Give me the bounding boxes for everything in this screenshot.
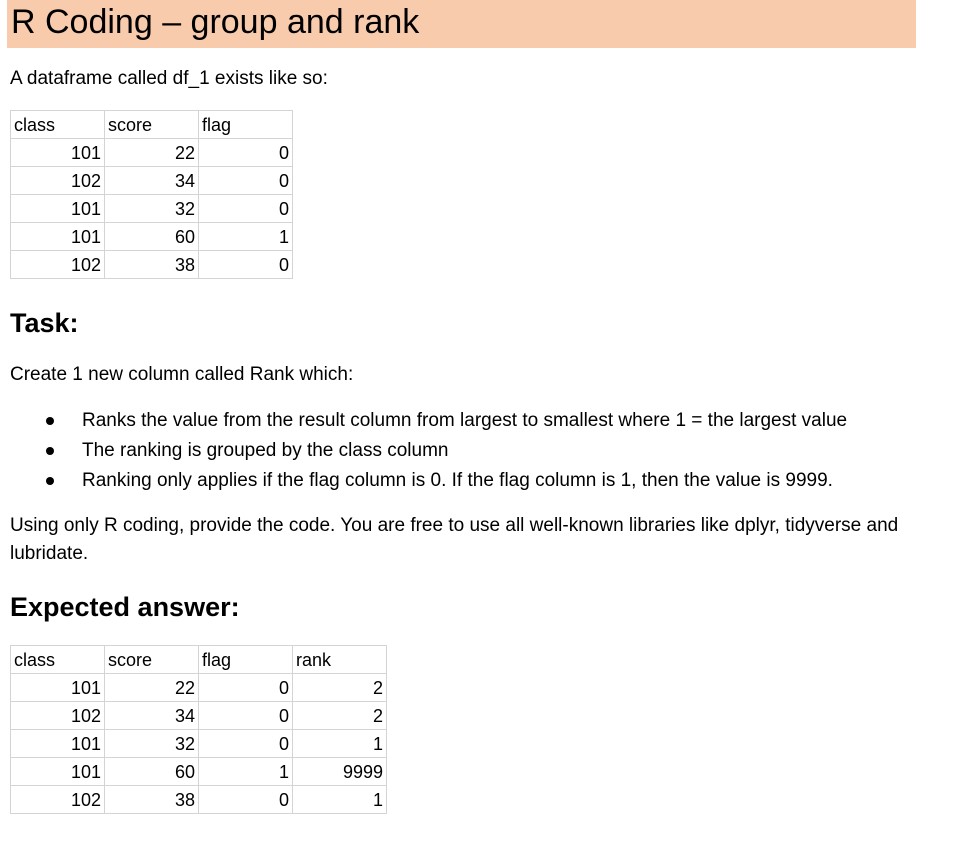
table-cell: 1 [199, 758, 293, 786]
table-cell: 9999 [293, 758, 387, 786]
table-cell: 22 [105, 674, 199, 702]
table-cell: 34 [105, 167, 199, 195]
list-item [10, 467, 847, 497]
header-cell: class [11, 646, 105, 674]
table-header-row [11, 646, 387, 674]
table-cell: 101 [11, 139, 105, 167]
intro-text: A dataframe called df_1 exists like so: [10, 68, 328, 89]
table-cell: 101 [11, 195, 105, 223]
table-cell: 0 [199, 730, 293, 758]
task-intro: Create 1 new column called Rank which: [10, 364, 354, 385]
table-row [11, 786, 387, 814]
table-cell: 2 [293, 674, 387, 702]
table-row [11, 730, 387, 758]
table-cell: 38 [105, 251, 199, 279]
list-item-text: Ranking only applies if the flag column is 0. If the flag column is 1, then the value is 9999. [82, 470, 833, 491]
table-cell: 1 [293, 786, 387, 814]
list-item-text: The ranking is grouped by the class column [82, 440, 449, 461]
table-cell: 1 [199, 223, 293, 251]
table-cell: 1 [293, 730, 387, 758]
answer-table [10, 645, 387, 814]
table-cell: 0 [199, 786, 293, 814]
table-row [11, 674, 387, 702]
bullet-icon [46, 447, 54, 455]
table-cell: 38 [105, 786, 199, 814]
table-cell: 32 [105, 195, 199, 223]
list-item-text: Ranks the value from the result column from largest to smallest where 1 = the largest value [82, 410, 848, 431]
bullet-icon [46, 477, 54, 485]
table-cell: 101 [11, 674, 105, 702]
header-cell: flag [199, 646, 293, 674]
header-cell: score [105, 646, 199, 674]
header-cell: rank [293, 646, 387, 674]
table-header-row [11, 111, 293, 139]
task-heading: Task: [10, 308, 79, 338]
list-item [10, 437, 847, 467]
list-item [10, 407, 847, 437]
table-row [11, 139, 293, 167]
bullet-icon [46, 417, 54, 425]
header-cell: flag [199, 111, 293, 139]
table-cell: 0 [199, 251, 293, 279]
instructions-text: Using only R coding, provide the code. You are free to use all well-known libraries like dplyr, tidyverse and lubridate. [10, 515, 899, 564]
table-cell: 0 [199, 702, 293, 730]
table-cell: 101 [11, 223, 105, 251]
table-cell: 102 [11, 167, 105, 195]
table-row [11, 195, 293, 223]
table-row [11, 167, 293, 195]
table-cell: 0 [199, 195, 293, 223]
table-cell: 32 [105, 730, 199, 758]
table-cell: 102 [11, 251, 105, 279]
table-row [11, 223, 293, 251]
table-cell: 2 [293, 702, 387, 730]
table-row [11, 758, 387, 786]
title-banner [7, 0, 916, 48]
table-cell: 0 [199, 139, 293, 167]
requirements-list [10, 407, 847, 497]
answer-heading: Expected answer: [10, 592, 240, 622]
table-row [11, 702, 387, 730]
table-row [11, 251, 293, 279]
page-title: R Coding – group and rank [11, 3, 420, 41]
table-cell: 0 [199, 167, 293, 195]
table-cell: 0 [199, 674, 293, 702]
table-cell: 101 [11, 730, 105, 758]
table-cell: 102 [11, 702, 105, 730]
input-table [10, 110, 293, 279]
table-cell: 101 [11, 758, 105, 786]
table-cell: 60 [105, 223, 199, 251]
table-cell: 22 [105, 139, 199, 167]
table-cell: 34 [105, 702, 199, 730]
table-cell: 60 [105, 758, 199, 786]
header-cell: score [105, 111, 199, 139]
header-cell: class [11, 111, 105, 139]
table-cell: 102 [11, 786, 105, 814]
